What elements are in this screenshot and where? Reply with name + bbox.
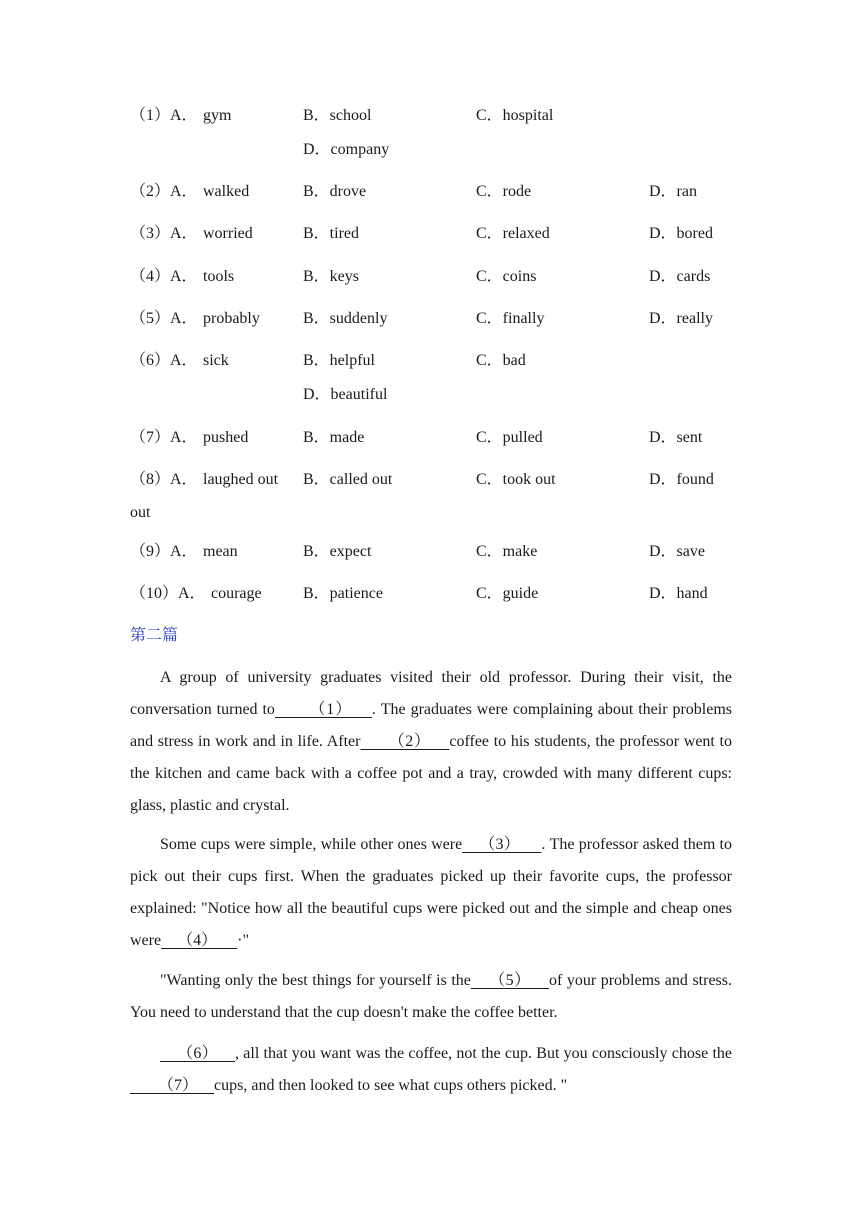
question-number: （1）A． [130,107,198,124]
passage-paragraph-4 [130,1038,732,1102]
option-c: C．guide [476,585,539,602]
blank-7: （7） [130,1077,215,1094]
option-a: sick [203,352,229,369]
blank-5: （5） [470,972,549,989]
option-c: C．hospital [476,107,554,124]
option-b: B．tired [303,225,359,242]
option-c: C．make [476,543,538,560]
option-b: B．called out [303,471,393,488]
question-number: （9）A． [130,543,198,560]
option-a: worried [203,225,253,242]
option-d: D．bored [649,225,713,242]
option-d: D．beautiful [303,386,388,403]
passage-paragraph-2 [130,829,732,957]
question-number: （10）A． [130,585,206,602]
question-number: （2）A． [130,183,198,200]
paragraph-text: , all that you want was the coffee, not the cup. But you consciously chose the [235,1045,732,1062]
passage-paragraph-1 [130,662,732,822]
question-number: （6）A． [130,352,198,369]
option-c: C．finally [476,310,545,327]
option-b: B．patience [303,585,383,602]
option-d: D．hand [649,585,708,602]
question-number: （7）A． [130,429,198,446]
option-c: C．rode [476,183,532,200]
blank-2: （2） [360,733,450,750]
option-c: C．relaxed [476,225,550,242]
option-d: D．sent [649,429,703,446]
option-b: B．made [303,429,365,446]
section-title: 第二篇 [130,627,179,644]
option-a: pushed [203,429,249,446]
question-number: （8）A． [130,471,198,488]
option-b: B．suddenly [303,310,388,327]
question-number: （3）A． [130,225,198,242]
paragraph-text: . The professor asked them to pick out their cups first. When the graduates picked up their favorite cups, the professor explained: "Notice how all the beautiful cups were picked out and the simple and cheap ones were [130,836,732,949]
option-b: B．drove [303,183,367,200]
option-a: gym [203,107,232,124]
option-d: D．company [303,141,390,158]
paragraph-text: of your problems and stress. You need to understand that the cup doesn't make the coffee better. [130,972,733,1021]
paragraph-text: ·" [237,932,249,949]
option-a: walked [203,183,250,200]
option-d: D．found [649,471,714,488]
option-b: B．school [303,107,372,124]
option-d: D．save [649,543,705,560]
option-d: D．ran [649,183,697,200]
blank-1: （1） [274,701,372,718]
paragraph-text: coffee to his students, the professor went to the kitchen and came back with a coffee pot and a tray, crowded with many different cups: glass, plastic and crystal. [130,733,732,814]
option-b: B．helpful [303,352,375,369]
option-c: C．coins [476,268,537,285]
paragraph-text: A group of university graduates visited their old professor. During their visit, the conversation turned to [130,669,732,718]
option-b: B．keys [303,268,360,285]
blank-3: （3） [462,836,542,853]
blank-6: （6） [160,1045,235,1062]
paragraph-text: . The graduates were complaining about their problems and stress in work and in life. After [130,701,732,750]
blank-4: （4） [161,932,238,949]
option-a: courage [211,585,262,602]
question-number: （4）A． [130,268,198,285]
question-wrap-text: out [130,504,151,521]
passage-paragraph-3 [130,965,732,1029]
option-a: probably [203,310,260,327]
paragraph-text: "Wanting only the best things for yourself is the [160,972,471,989]
paragraph-text: cups, and then looked to see what cups others picked. " [214,1077,568,1094]
option-a: tools [203,268,235,285]
option-c: C．pulled [476,429,543,446]
option-c: C．bad [476,352,526,369]
paragraph-text: Some cups were simple, while other ones were [160,836,463,853]
option-d: D．really [649,310,713,327]
option-c: C．took out [476,471,556,488]
option-d: D．cards [649,268,711,285]
question-number: （5）A． [130,310,198,327]
option-b: B．expect [303,543,372,560]
option-a: laughed out [203,471,279,488]
option-a: mean [203,543,238,560]
